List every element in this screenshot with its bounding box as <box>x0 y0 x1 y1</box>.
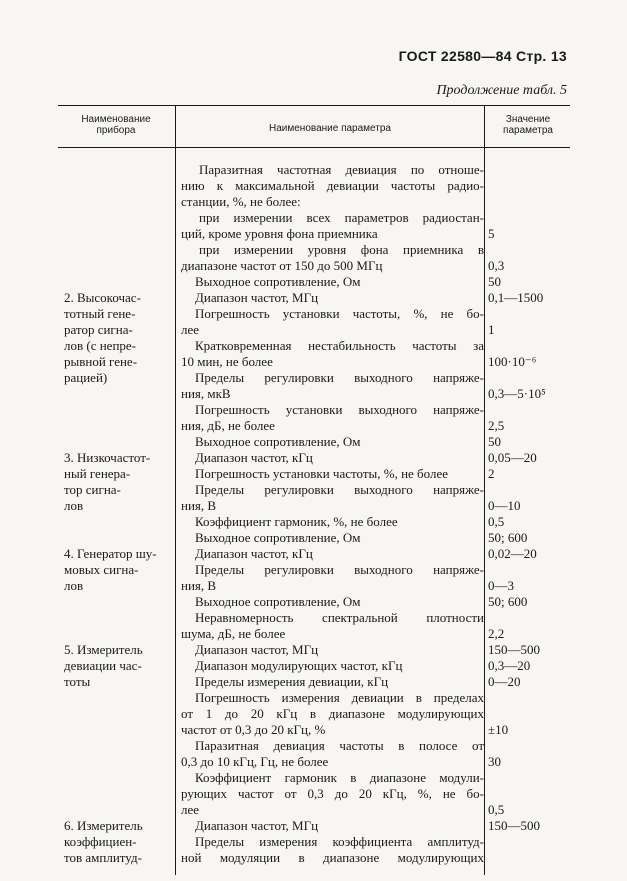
column-header-param: Наименование параметра <box>268 123 391 134</box>
parameter-value: 30 <box>488 754 501 769</box>
parameter-value: 50; 600 <box>488 530 528 545</box>
device-name-line: рывной гене- <box>64 354 138 369</box>
parameter-line: Выходное сопротивление, Ом <box>195 434 361 449</box>
parameter-line: диапазоне частот от 150 до 500 МГц <box>181 258 383 273</box>
parameter-line: Пределы измерения девиации, кГц <box>195 674 389 689</box>
parameter-line: Диапазон частот, МГц <box>195 818 319 833</box>
device-name-line: тов амплитуд- <box>64 850 142 865</box>
parameter-line: станции, %, не более: <box>181 194 301 209</box>
parameter-line: лее <box>181 802 200 817</box>
parameter-line: ния, дБ, не более <box>181 418 275 433</box>
parameter-line: при измерении всех параметров радиостан- <box>199 210 484 225</box>
column-header-device-line: Наименование <box>81 114 151 125</box>
device-name-line: 5. Измеритель <box>64 642 143 657</box>
parameter-value: 2,5 <box>488 418 505 433</box>
device-name-line: коэффициен- <box>64 834 137 849</box>
parameter-line: ния, мкВ <box>181 386 231 401</box>
parameter-value: 0,3—5·10⁵ <box>488 386 546 401</box>
device-name-line: 3. Низкочастот- <box>64 450 151 465</box>
column-header-value-line: Значение <box>505 114 551 125</box>
device-name-line: лов <box>64 578 84 593</box>
device-name-line: тор сигна- <box>64 482 121 497</box>
parameter-value: 150—500 <box>488 818 540 833</box>
column-divider-left <box>175 105 176 875</box>
device-name-line: ратор сигна- <box>64 322 133 337</box>
parameter-value: 5 <box>488 226 495 241</box>
parameter-line: 0,3 до 10 кГц, Гц, не более <box>181 754 329 769</box>
device-name-line: мовых сигна- <box>64 562 139 577</box>
device-name-line: лов <box>64 498 84 513</box>
parameter-line: 10 мин, не более <box>181 354 273 369</box>
parameter-value: 150—500 <box>488 642 540 657</box>
device-name-line: тоты <box>64 674 91 689</box>
parameter-line: лее <box>181 322 200 337</box>
parameter-value: 0,3 <box>488 258 505 273</box>
page-header: ГОСТ 22580—84 Стр. 13 <box>398 48 567 64</box>
parameter-line: Выходное сопротивление, Ом <box>195 594 361 609</box>
parameter-value: 100·10⁻⁶ <box>488 354 537 369</box>
parameter-line: ций, кроме уровня фона приемника <box>181 226 378 241</box>
parameter-line: Диапазон частот, кГц <box>195 450 313 465</box>
parameter-value: ±10 <box>488 722 509 737</box>
parameter-value: 50; 600 <box>488 594 528 609</box>
column-header-device <box>58 114 174 136</box>
parameter-line: Погрешность установки частоты, %, не бо- <box>195 306 484 321</box>
parameter-value: 0,5 <box>488 514 505 529</box>
parameter-line: Пределы регулировки выходного напряже- <box>195 562 484 577</box>
device-name-line: тотный гене- <box>64 306 136 321</box>
parameter-line: Диапазон частот, МГц <box>195 290 319 305</box>
parameter-value: 2,2 <box>488 626 505 641</box>
table-header-rule <box>58 147 570 148</box>
parameter-value: 1 <box>488 322 495 337</box>
table-top-rule <box>58 105 570 106</box>
parameter-line: Пределы регулировки выходного напряже- <box>195 482 484 497</box>
parameter-line: Коэффициент гармоник в диапазоне модули- <box>195 770 484 785</box>
parameter-line: ния, В <box>181 498 217 513</box>
parameter-value: 0,5 <box>488 802 505 817</box>
parameter-line: Кратковременная нестабильность частоты за <box>195 338 484 353</box>
parameter-line: нию к максимальной девиации частоты радио- <box>181 178 484 193</box>
parameter-value: 0—20 <box>488 674 521 689</box>
parameter-line: Погрешность измерения девиации в пределах <box>195 690 484 705</box>
parameter-value: 0,02—20 <box>488 546 537 561</box>
parameter-line: Диапазон частот, МГц <box>195 642 319 657</box>
parameter-line: ной модуляции в диапазоне модулирующих <box>181 850 484 865</box>
parameter-line: Выходное сопротивление, Ом <box>195 274 361 289</box>
parameter-line: Погрешность установки выходного напряже- <box>195 402 484 417</box>
parameter-line: Пределы измерения коэффициента амплитуд- <box>195 834 484 849</box>
device-name-line: 6. Измеритель <box>64 818 143 833</box>
column-header-value <box>486 114 570 136</box>
parameter-line: шума, дБ, не более <box>181 626 286 641</box>
parameter-line: Паразитная частотная девиация по отноше- <box>199 162 484 177</box>
parameter-value: 50 <box>488 274 501 289</box>
table-continuation-label: Продолжение табл. 5 <box>436 83 567 98</box>
parameter-line: при измерении уровня фона приемника в <box>199 242 484 257</box>
device-name-line: 4. Генератор шу- <box>64 546 157 561</box>
parameter-value: 0,05—20 <box>488 450 537 465</box>
parameter-line: ния, В <box>181 578 217 593</box>
device-name-line: рацией) <box>64 370 108 385</box>
parameter-value: 0—10 <box>488 498 521 513</box>
parameter-line: Неравномерность спектральной плотности <box>195 610 484 625</box>
device-name-line: 2. Высокочас- <box>64 290 141 305</box>
device-name-line: девиации час- <box>64 658 142 673</box>
column-header-device-line: прибора <box>96 125 136 136</box>
parameter-line: Погрешность установки частоты, %, не более <box>195 466 449 481</box>
parameter-line: Диапазон модулирующих частот, кГц <box>195 658 403 673</box>
device-name-line: лов (с непре- <box>64 338 137 353</box>
parameter-value: 2 <box>488 466 495 481</box>
parameter-line: Коэффициент гармоник, %, не более <box>195 514 398 529</box>
parameter-line: частот от 0,3 до 20 кГц, % <box>181 722 326 737</box>
parameter-value: 0,1—1500 <box>488 290 544 305</box>
parameter-line: Выходное сопротивление, Ом <box>195 530 361 545</box>
parameter-value: 0,3—20 <box>488 658 531 673</box>
parameter-line: от 1 до 20 кГц в диапазоне модулирующих <box>181 706 484 721</box>
parameter-line: Пределы регулировки выходного напряже- <box>195 370 484 385</box>
parameter-line: Диапазон частот, кГц <box>195 546 313 561</box>
parameter-line: Паразитная девиация частоты в полосе от <box>195 738 484 753</box>
parameter-value: 0—3 <box>488 578 514 593</box>
parameter-line: рующих частот от 0,3 до 20 кГц, %, не бо- <box>181 786 484 801</box>
column-divider-right <box>484 105 485 875</box>
device-name-line: ный генера- <box>64 466 131 481</box>
parameter-value: 50 <box>488 434 501 449</box>
column-header-value-line: параметра <box>503 125 553 136</box>
